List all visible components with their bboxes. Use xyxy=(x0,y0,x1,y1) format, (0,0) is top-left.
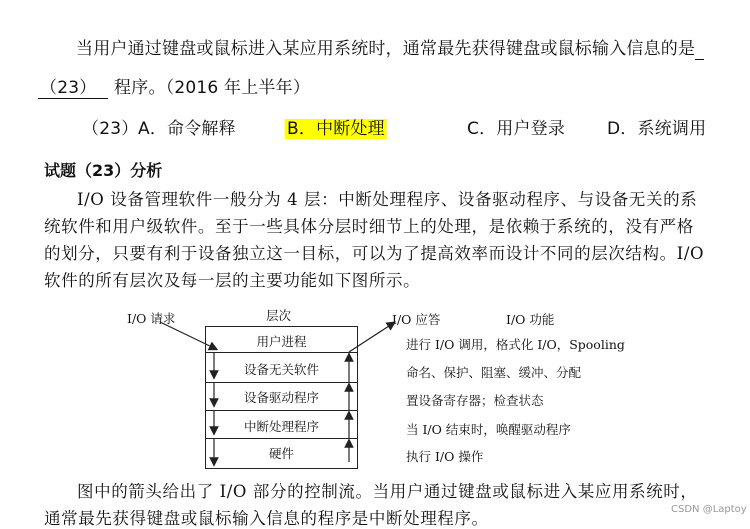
analysis-p1-line2: 统软件和用户级软件。至于一些具体分层时细节上的处理，是依赖于系统的，没有严格 xyxy=(44,217,694,236)
layer-interrupt-handler: 中断处理程序 xyxy=(243,419,319,434)
watermark: CSDN @Laptoy xyxy=(671,504,747,515)
function-interrupt-handler: 当 I/O 结束时，唤醒驱动程序 xyxy=(406,422,571,437)
request-arrow xyxy=(160,322,214,348)
layer-device-independent-software: 设备无关软件 xyxy=(243,362,319,377)
analysis-p1-line3: 的划分，只要有利于设备独立这一目标，可以为了提高效率而设计不同的层次结构。I/O xyxy=(44,244,705,263)
option-d: D．系统调用 xyxy=(607,119,707,139)
question-stem: 当用户通过键盘或鼠标进入某应用系统时，通常最先获得键盘或鼠标输入信息的是 xyxy=(76,39,696,59)
function-device-driver: 置设备寄存器；检查状态 xyxy=(406,393,544,408)
reply-arrow xyxy=(349,324,392,352)
layer-user-process: 用户进程 xyxy=(256,334,307,349)
analysis-title: 试题（23）分析 xyxy=(44,161,163,180)
option-a: A．命令解释 xyxy=(138,119,236,139)
analysis-p2-line2: 通常最先获得键盘或鼠标输入信息的程序是中断处理程序。 xyxy=(44,509,489,528)
function-user-process: 进行 I/O 调用，格式化 I/O，Spooling xyxy=(406,337,625,352)
function-device-independent: 命名、保护、阻塞、缓冲、分配 xyxy=(406,365,582,380)
layers-label: 层次 xyxy=(266,308,292,323)
question-stem-end: 程序。（2016 年上半年） xyxy=(114,78,311,98)
option-c: C．用户登录 xyxy=(467,119,566,139)
layer-hardware: 硬件 xyxy=(268,446,294,461)
option-b-label: B．中断处理 xyxy=(287,119,385,139)
analysis-p1-line4: 软件的所有层次及每一层的主要功能如下图所示。 xyxy=(44,271,421,290)
layer-device-driver: 设备驱动程序 xyxy=(243,390,319,405)
options-prefix: （23） xyxy=(82,119,139,139)
analysis-p2-line1: 图中的箭头给出了 I/O 部分的控制流。当用户通过键盘或鼠标进入某应用系统时， xyxy=(77,482,698,501)
io-request-label: I/O 请求 xyxy=(127,311,176,326)
analysis-p1-line1: I/O 设备管理软件一般分为 4 层：中断处理程序、设备驱动程序、与设备无关的系 xyxy=(77,190,698,209)
function-hardware: 执行 I/O 操作 xyxy=(406,449,484,464)
io-function-label: I/O 功能 xyxy=(506,312,555,327)
question-blank: （23） xyxy=(38,73,108,99)
io-reply-label: I/O 应答 xyxy=(392,312,441,327)
